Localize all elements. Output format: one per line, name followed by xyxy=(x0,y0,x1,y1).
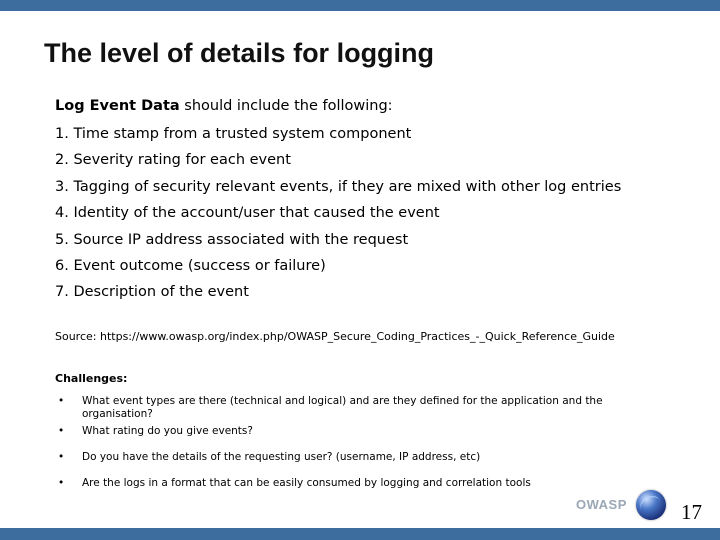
source-citation: Source: https://www.owasp.org/index.php/OWASP_Secure_Coding_Practices_-_Quick_Reference_Guide xyxy=(55,330,615,343)
bullet-icon: • xyxy=(58,395,65,407)
page-number: 17 xyxy=(681,500,702,524)
globe-swirl xyxy=(637,492,665,519)
list-item: 4. Identity of the account/user that caused the event xyxy=(55,205,440,222)
list-item: 2. Severity rating for each event xyxy=(55,152,291,169)
bullet-icon: • xyxy=(58,425,65,437)
bullet-icon: • xyxy=(58,451,65,463)
list-item xyxy=(55,477,615,497)
list-item: 1. Time stamp from a trusted system component xyxy=(55,126,412,142)
top-bar xyxy=(0,0,720,11)
challenge-text: Do you have the details of the requesting user? (username, IP address, etc) xyxy=(82,451,481,463)
list-item xyxy=(55,451,615,477)
bottom-bar xyxy=(0,528,720,540)
bullet-icon: • xyxy=(58,477,65,489)
owasp-globe-icon xyxy=(636,490,666,520)
intro-bold: Log Event Data xyxy=(55,98,180,114)
intro-rest: should include the following: xyxy=(179,98,393,114)
challenge-text: What event types are there (technical and logical) and are they defined for the application and the organisation? xyxy=(82,395,603,420)
list-item xyxy=(55,425,615,451)
slide-title: The level of details for logging xyxy=(44,38,435,68)
intro-line xyxy=(55,98,393,114)
challenges-list xyxy=(55,395,615,497)
list-item: 7. Description of the event xyxy=(55,284,249,301)
list-item: 6. Event outcome (success or failure) xyxy=(55,257,326,274)
list-item: 5. Source IP address associated with the request xyxy=(55,231,409,248)
challenge-text: Are the logs in a format that can be easily consumed by logging and correlation tools xyxy=(82,477,531,489)
challenges-heading: Challenges: xyxy=(55,372,128,385)
owasp-logo-text: OWASP xyxy=(576,497,627,512)
detail-list xyxy=(55,125,621,310)
list-item xyxy=(55,395,615,425)
list-item: 3. Tagging of security relevant events, if they are mixed with other log entries xyxy=(55,178,622,195)
challenge-text: What rating do you give events? xyxy=(82,425,253,437)
